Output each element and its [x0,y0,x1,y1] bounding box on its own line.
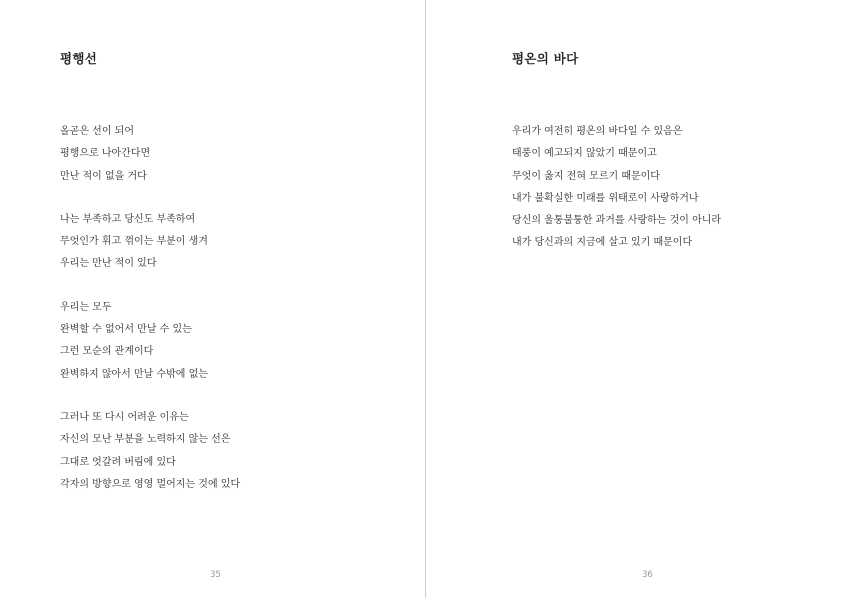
poem-line: 평행으로 나아간다면 [60,148,151,160]
stanza [60,209,240,276]
poem-line: 나는 부족하고 당신도 부족하여 [60,213,196,225]
poem-line: 완벽하지 않아서 만날 수밖에 없는 [60,368,208,380]
stanza [60,121,240,188]
poem-line: 무엇인가 휘고 꺾이는 부분이 생겨 [60,236,208,248]
poem-line: 그대로 엇갈려 버림에 있다 [60,456,176,468]
poem-line: 만난 적이 없을 거다 [60,170,147,182]
page-number: 35 [210,570,221,580]
poem-line: 자신의 모난 부분을 노력하지 않는 선은 [60,434,231,446]
poem-body [60,121,240,517]
poem-line: 우리는 만난 적이 있다 [60,258,157,270]
stanza [512,121,721,255]
stanza [60,297,240,386]
poem-line: 우리가 여전히 평온의 바다일 수 있음은 [512,126,683,137]
poem-line: 완벽할 수 없어서 만날 수 있는 [60,324,192,336]
poem-line: 그런 모순의 관계이다 [60,346,154,358]
poem-line: 당신의 울퉁불퉁한 과거를 사랑하는 것이 아니라 [512,215,722,227]
poem-line: 내가 불확실한 미래를 위태로이 사랑하거나 [512,192,699,204]
page-number: 36 [642,570,653,580]
stanza [60,407,240,496]
poem-line: 우리는 모두 [60,301,112,313]
poem-title: 평행선 [60,51,98,66]
poem-body [512,121,721,276]
poem-line: 태풍이 예고되지 않았기 때문이고 [512,148,657,160]
poem-title: 평온의 바다 [512,51,579,66]
poem-line: 그러나 또 다시 어려운 이유는 [60,411,189,423]
poem-line: 올곧은 선이 되어 [60,126,134,137]
poem-line: 무엇이 옳지 전혀 모르기 때문이다 [512,170,660,182]
right-page [426,0,850,598]
poem-line: 각자의 방향으로 영영 멀어지는 것에 있다 [60,478,241,490]
poem-line: 내가 당신과의 지금에 살고 있기 때문이다 [512,237,693,249]
